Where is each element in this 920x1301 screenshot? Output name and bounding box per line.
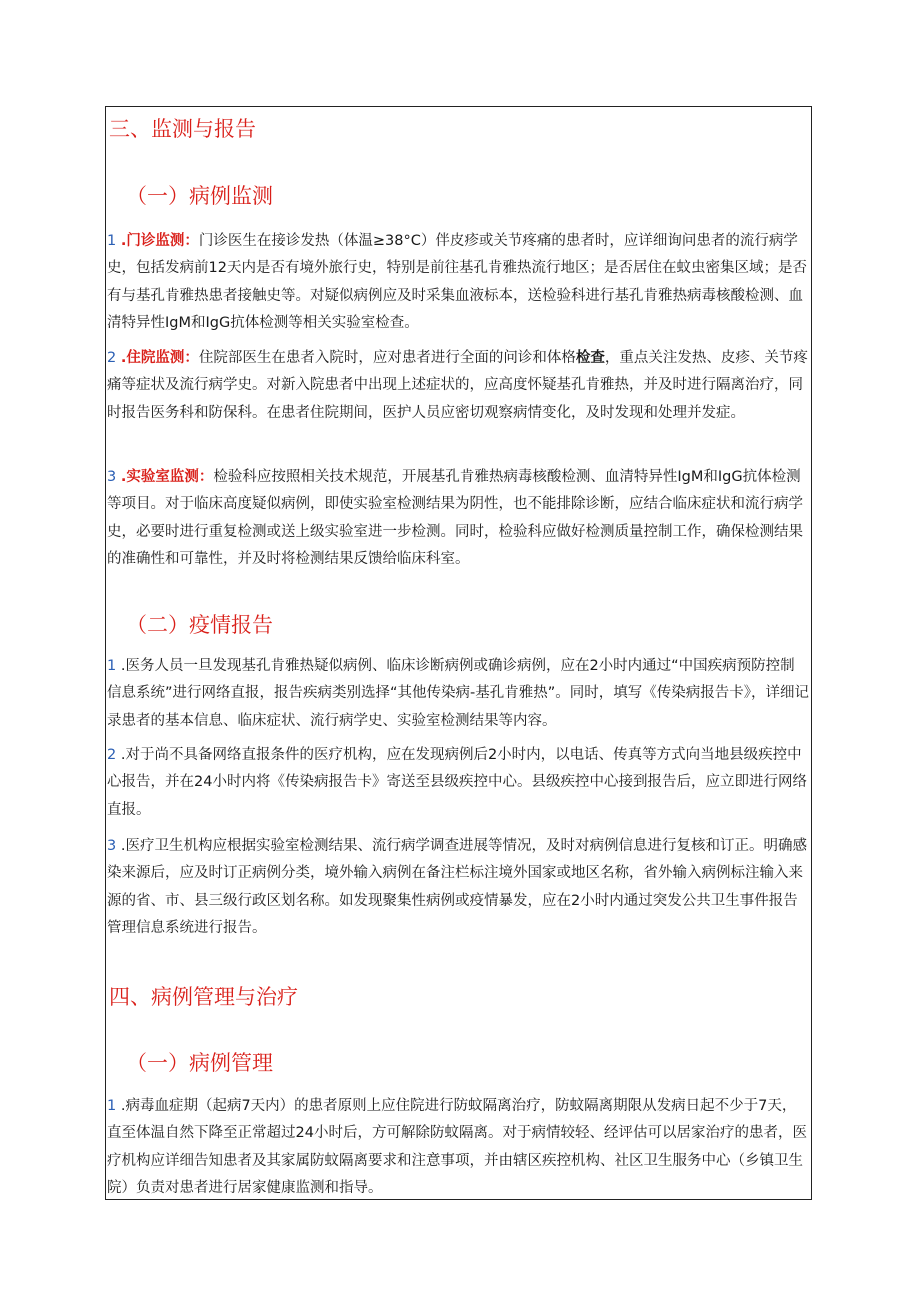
item-text: 住院部医生在患者入院时，应对患者进行全面的问诊和体格 bbox=[198, 350, 576, 366]
item-text-emphasis: 检查 bbox=[575, 350, 605, 366]
paragraph-outpatient-monitoring bbox=[107, 228, 809, 338]
document-frame bbox=[105, 106, 812, 1200]
item-number: 2 bbox=[107, 747, 117, 763]
subsection-case-management-heading: （一）病例管理 bbox=[126, 1051, 273, 1075]
item-number: 3 bbox=[107, 838, 117, 854]
item-label: .实验室监测： bbox=[120, 469, 214, 485]
paragraph-case-management-1 bbox=[107, 1093, 809, 1203]
paragraph-report-1 bbox=[107, 653, 809, 735]
item-number: 1 bbox=[107, 658, 117, 674]
item-text: .病毒血症期（起病7天内）的患者原则上应住院进行防蚊隔离治疗，防蚊隔离期限从发病日起不少于7天，直至体温自然下降至正常超过24小时后，方可解除防蚊隔离。对于病情较轻、经评估可以居家治疗的患者，医疗机构应详细告知患者及其家属防蚊隔离要求和注意事项，并由辖区疾控机构、社区卫生服务中心（乡镇卫生院）负责对患者进行居家健康监测和指导。 bbox=[107, 1098, 807, 1197]
item-text: 门诊医生在接诊发热（体温≥38°C）伴皮疹或关节疼痛的患者时，应详细询问患者的流行病学史，包括发病前12天内是否有境外旅行史，特别是前往基孔肯雅热流行地区；是否居住在蚊虫密集区域；是否有与基孔肯雅热患者接触史等。对疑似病例应及时采集血液标本，送检验科进行基孔肯雅热病毒核酸检测、血清特异性IgM和IgG抗体检测等相关实验室检查。 bbox=[107, 233, 807, 332]
item-number: 3 bbox=[107, 469, 117, 485]
subsection-epidemic-report-heading: （二）疫情报告 bbox=[126, 613, 273, 637]
subsection-case-monitoring-heading: （一）病例监测 bbox=[126, 184, 273, 208]
item-label: .住院监测： bbox=[120, 350, 199, 366]
item-label: .门诊监测： bbox=[120, 233, 199, 249]
paragraph-lab-monitoring bbox=[107, 464, 809, 574]
paragraph-report-2 bbox=[107, 742, 809, 824]
item-text: .医务人员一旦发现基孔肯雅热疑似病例、临床诊断病例或确诊病例，应在2小时内通过“中国疾病预防控制信息系统”进行网络直报，报告疾病类别选择“其他传染病-基孔肯雅热”。同时，填写《传染病报告卡》，详细记录患者的基本信息、临床症状、流行病学史、实验室检测结果等内容。 bbox=[107, 658, 810, 729]
item-number: 1 bbox=[107, 233, 117, 249]
item-text: .对于尚不具备网络直报条件的医疗机构，应在发现病例后2小时内，以电话、传真等方式向当地县级疾控中心报告，并在24小时内将《传染病报告卡》寄送至县级疾控中心。县级疾控中心接到报告后，应立即进行网络直报。 bbox=[107, 747, 807, 818]
item-text: .医疗卫生机构应根据实验室检测结果、流行病学调查进展等情况，及时对病例信息进行复核和订正。明确感染来源后，应及时订正病例分类，境外输入病例在备注栏标注境外国家或地区名称，省外输入病例标注输入来源的省、市、县三级行政区划名称。如发现聚集性病例或疫情暴发，应在2小时内通过突发公共卫生事件报告管理信息系统进行报告。 bbox=[107, 838, 807, 937]
item-text: ，重点关注发热、皮疹、关节疼痛等症状及流行病学史。对新入院患者中出现上述症状的，应高度怀疑基孔肯雅热，并及时进行隔离治疗，同时报告医务科和防保科。在患者住院期间，医护人员应密切观察病情变化，及时发现和处理并发症。 bbox=[107, 350, 808, 421]
item-number: 1 bbox=[107, 1098, 117, 1114]
paragraph-report-3 bbox=[107, 833, 809, 943]
section-4-heading: 四、病例管理与治疗 bbox=[109, 985, 298, 1009]
item-text: 检验科应按照相关技术规范，开展基孔肯雅热病毒核酸检测、血清特异性IgM和IgG抗体检测等项目。对于临床高度疑似病例，即使实验室检测结果为阴性，也不能排除诊断，应结合临床症状和流行病学史，必要时进行重复检测或送上级实验室进一步检测。同时，检验科应做好检测质量控制工作，确保检测结果的准确性和可靠性，并及时将检测结果反馈给临床科室。 bbox=[107, 469, 803, 568]
paragraph-inpatient-monitoring bbox=[107, 345, 809, 427]
item-number: 2 bbox=[107, 350, 117, 366]
section-3-heading: 三、监测与报告 bbox=[109, 117, 256, 141]
